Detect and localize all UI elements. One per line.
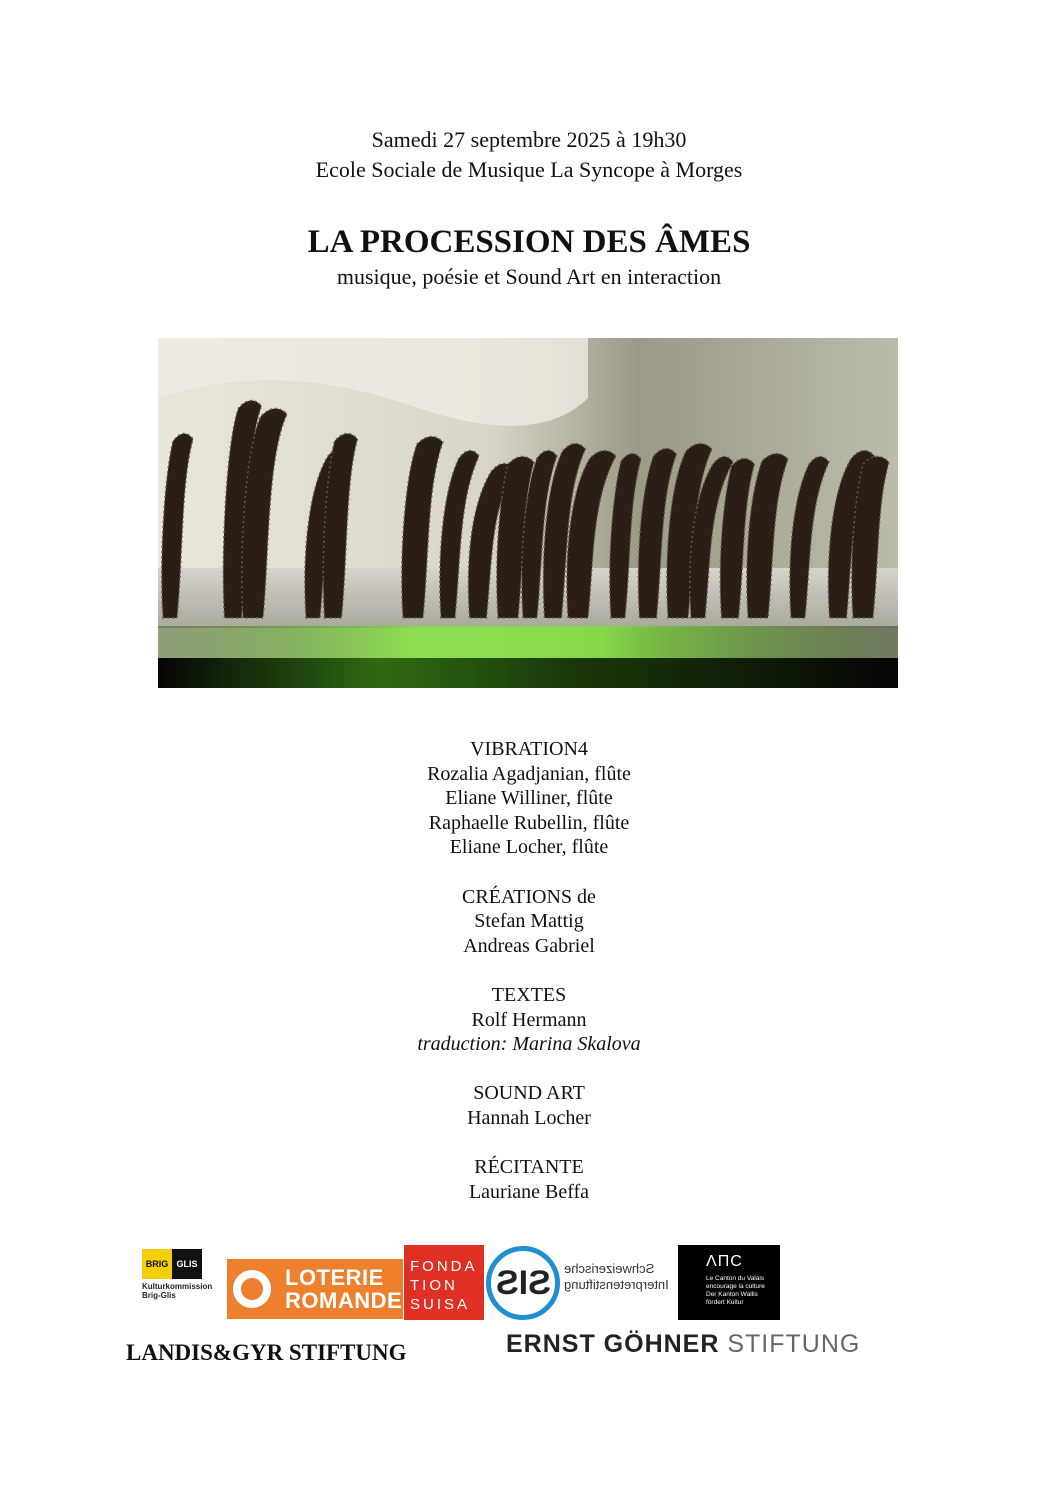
- credit-line: Andreas Gabriel: [463, 934, 595, 957]
- page-title: LA PROCESSION DES ÂMES: [307, 224, 751, 260]
- credit-line: Eliane Williner, flûte: [445, 787, 613, 810]
- sis-mark: SIS: [495, 1263, 551, 1302]
- logo-canton-valais: [678, 1245, 780, 1320]
- logo-ernst-goehner-stiftung: [506, 1330, 860, 1359]
- loterie-line2: ROMANDE: [285, 1288, 403, 1313]
- logo-kulturkommission-brig-glis: [139, 1249, 214, 1309]
- credit-block: [0, 737, 1058, 860]
- logo-brig-line1: Kulturkommission: [142, 1282, 213, 1291]
- procession-illustration: [158, 338, 898, 688]
- credit-heading: CRÉATIONS de: [462, 885, 596, 908]
- valais-line2: encourage la culture: [706, 1283, 765, 1290]
- logo-brig-line2: Brig-Glis: [142, 1291, 176, 1300]
- event-venue: Ecole Sociale de Musique La Syncope à Morges: [315, 157, 743, 182]
- suisa-line3: SUISA: [410, 1296, 471, 1313]
- logo-brig-text: BRIG: [142, 1249, 172, 1279]
- credit-line: Raphaelle Rubellin, flûte: [428, 811, 630, 834]
- logo-glis-text: GLIS: [172, 1249, 202, 1279]
- goehner-bold: ERNST GÖHNER: [506, 1330, 720, 1358]
- hero-image-procession: [158, 338, 898, 688]
- valais-line4: fördert Kultur: [706, 1299, 744, 1306]
- credit-line: Lauriane Beffa: [468, 1180, 590, 1203]
- sis-circle-icon: [486, 1246, 560, 1320]
- credit-heading: VIBRATION4: [470, 738, 588, 760]
- event-date: Samedi 27 septembre 2025 à 19h30: [371, 127, 687, 152]
- credit-heading: RÉCITANTE: [474, 1156, 584, 1179]
- credit-block: [0, 1155, 1058, 1204]
- sis-line1: Schweizerische: [564, 1261, 655, 1276]
- credit-line: Stefan Mattig: [474, 910, 584, 933]
- credit-line: Rolf Hermann: [471, 1008, 587, 1031]
- sis-line2: Interpretenstiftung: [564, 1277, 669, 1292]
- valais-mark: ΛΠC: [706, 1253, 743, 1270]
- credit-heading: SOUND ART: [473, 1082, 585, 1105]
- suisa-line1: FONDA: [410, 1258, 478, 1275]
- credit-heading: TEXTES: [491, 983, 567, 1006]
- credit-block: [0, 983, 1058, 1057]
- credit-translation: traduction: Marina Skalova: [417, 1033, 641, 1056]
- logo-loterie-romande: [227, 1259, 403, 1319]
- credits-list: [0, 737, 1058, 1229]
- valais-line3: Der Kanton Wallis: [706, 1291, 758, 1298]
- event-header: [0, 125, 1058, 185]
- logo-sis-interpretenstiftung: [486, 1246, 678, 1320]
- loterie-ring-icon: [233, 1270, 271, 1308]
- credit-block: [0, 1081, 1058, 1130]
- credit-line: Hannah Locher: [467, 1106, 591, 1129]
- credit-line: Eliane Locher, flûte: [449, 836, 609, 859]
- suisa-line2: TION: [410, 1277, 458, 1294]
- page-subtitle: musique, poésie et Sound Art en interaction: [336, 264, 722, 289]
- loterie-line1: LOTERIE: [285, 1265, 384, 1290]
- logo-fondation-suisa: [404, 1245, 484, 1320]
- valais-line1: Le Canton du Valais: [706, 1275, 765, 1282]
- credit-block: [0, 885, 1058, 959]
- goehner-rest: STIFTUNG: [719, 1330, 861, 1358]
- logo-landis-gyr-stiftung: LANDIS&GYR STIFTUNG: [126, 1340, 407, 1365]
- credit-line: Rozalia Agadjanian, flûte: [427, 762, 631, 785]
